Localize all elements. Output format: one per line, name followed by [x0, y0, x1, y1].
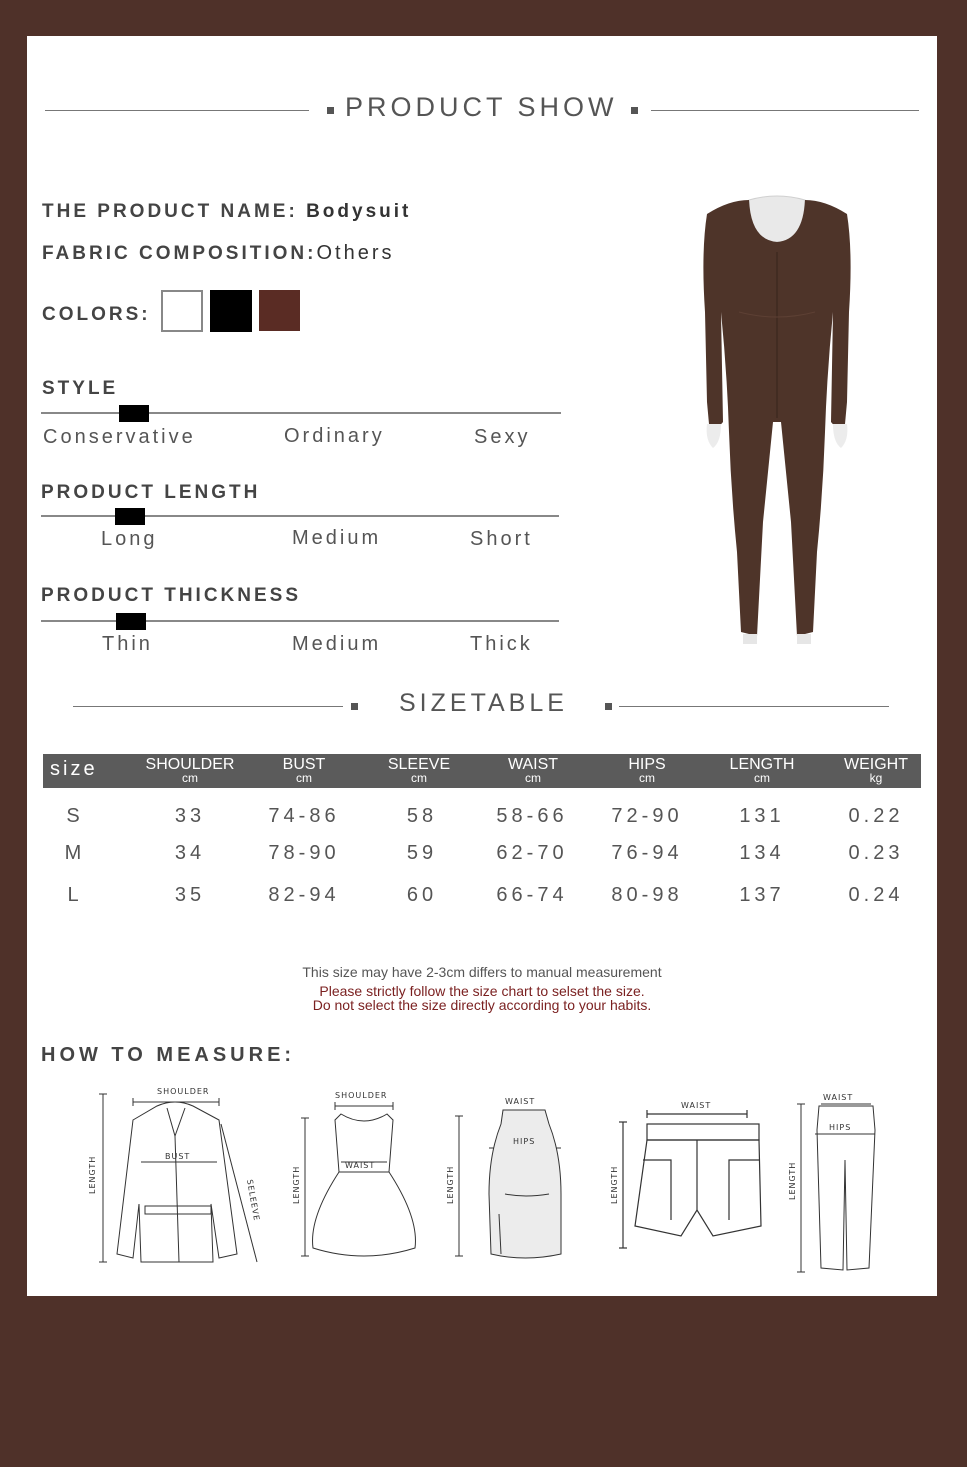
header-rule-right: [651, 110, 919, 111]
size-column-header: size: [50, 758, 98, 780]
product-name-label: THE PRODUCT NAME:: [42, 201, 298, 222]
table-cell: 82-94: [268, 884, 340, 906]
product-name-value: Bodysuit: [306, 201, 412, 222]
style-title: STYLE: [42, 378, 119, 399]
table-cell: 62-70: [496, 842, 568, 864]
table-cell: 0.24: [848, 884, 904, 906]
column-header-length: LENGTH cm: [729, 756, 795, 785]
style-marker[interactable]: [119, 405, 149, 422]
sleeve-caption: SELEEVE: [245, 1178, 262, 1222]
product-show-title: PRODUCT SHOW: [345, 92, 618, 122]
length-title: PRODUCT LENGTH: [41, 482, 261, 503]
table-row-size: L: [67, 884, 79, 906]
product-name-row: [42, 201, 411, 223]
table-cell: 33: [174, 805, 206, 827]
size-table-header: [43, 754, 921, 788]
skirt-waist-caption: WAIST: [505, 1097, 536, 1106]
sizetable-dot-right: [605, 703, 612, 710]
length-caption: LENGTH: [88, 1155, 97, 1194]
column-header-bust: BUST cm: [282, 756, 326, 785]
style-option-ordinary: Ordinary: [284, 425, 385, 447]
skirt-hips-caption: HIPS: [513, 1137, 536, 1146]
column-header-waist: WAIST cm: [507, 756, 559, 785]
sizetable-rule-left: [73, 706, 343, 707]
colors-label: COLORS:: [42, 304, 151, 325]
table-cell: 0.23: [848, 842, 904, 864]
column-header-sleeve: SLEEVE cm: [387, 756, 451, 785]
table-cell: 137: [739, 884, 785, 906]
thickness-option-thin: Thin: [102, 633, 153, 655]
table-cell: 58: [406, 805, 438, 827]
fabric-value: Others: [316, 242, 395, 264]
table-cell: 78-90: [268, 842, 340, 864]
dress-shoulder-caption: SHOULDER: [335, 1091, 388, 1100]
pants-measure-diagram: [788, 1090, 901, 1280]
column-header-hips: HIPS cm: [628, 756, 666, 785]
measurement-note: This size may have 2-3cm differs to manual measurement: [302, 964, 662, 980]
fabric-row: [42, 242, 394, 265]
bodysuit-image: [677, 192, 877, 656]
how-to-measure-title: HOW TO MEASURE:: [41, 1044, 296, 1066]
header-dot-right: [631, 107, 638, 114]
shoulder-caption: SHOULDER: [157, 1087, 210, 1096]
length-option-short: Short: [470, 528, 533, 550]
table-cell: 0.22: [848, 805, 904, 827]
size-warning-1: Please strictly follow the size chart to selset the size.: [319, 983, 645, 999]
table-cell: 80-98: [611, 884, 683, 906]
skirt-length-caption: LENGTH: [446, 1165, 455, 1204]
column-header-shoulder: SHOULDER cm: [145, 756, 235, 785]
table-row-size: M: [64, 842, 82, 864]
dress-length-caption: LENGTH: [292, 1165, 301, 1204]
dress-measure-diagram: [289, 1088, 429, 1268]
pants-waist-caption: WAIST: [823, 1093, 854, 1102]
style-option-sexy: Sexy: [474, 426, 531, 448]
table-cell: 58-66: [496, 805, 568, 827]
thickness-marker[interactable]: [116, 613, 146, 630]
shorts-measure-diagram: [611, 1100, 771, 1260]
color-swatch-brown[interactable]: [259, 290, 300, 331]
table-cell: 60: [406, 884, 438, 906]
length-option-medium: Medium: [292, 527, 382, 549]
pants-hips-caption: HIPS: [829, 1123, 852, 1132]
table-cell: 74-86: [268, 805, 340, 827]
table-cell: 134: [739, 842, 785, 864]
product-sheet: [27, 36, 937, 1296]
table-cell: 35: [174, 884, 206, 906]
shorts-length-caption: LENGTH: [610, 1165, 619, 1204]
pants-length-caption: LENGTH: [788, 1161, 797, 1200]
style-option-conservative: Conservative: [43, 426, 196, 448]
color-swatch-white[interactable]: [161, 290, 203, 332]
column-header-weight: WEIGHT kg: [844, 756, 908, 785]
fabric-label: FABRIC COMPOSITION:: [42, 243, 317, 264]
bust-caption: BUST: [165, 1152, 191, 1161]
length-marker[interactable]: [115, 508, 145, 525]
table-row-size: S: [66, 805, 80, 827]
sizetable-dot-left: [351, 703, 358, 710]
table-cell: 76-94: [611, 842, 683, 864]
sizetable-rule-right: [619, 706, 889, 707]
table-cell: 131: [739, 805, 785, 827]
thickness-option-medium: Medium: [292, 633, 382, 655]
header-dot-left: [327, 107, 334, 114]
sizetable-title: SIZETABLE: [399, 689, 568, 717]
shorts-waist-caption: WAIST: [681, 1101, 712, 1110]
thickness-title: PRODUCT THICKNESS: [41, 585, 302, 606]
length-option-long: Long: [101, 528, 158, 550]
table-cell: 34: [174, 842, 206, 864]
size-warning-2: Do not select the size directly according to your habits.: [312, 997, 652, 1013]
table-cell: 59: [406, 842, 438, 864]
table-cell: 66-74: [496, 884, 568, 906]
jacket-measure-diagram: [87, 1084, 267, 1274]
skirt-measure-diagram: [445, 1094, 575, 1264]
header-rule-left: [45, 110, 309, 111]
thickness-option-thick: Thick: [470, 633, 533, 655]
table-cell: 72-90: [611, 805, 683, 827]
color-swatch-black[interactable]: [210, 290, 252, 332]
dress-waist-caption: WAIST: [345, 1161, 376, 1170]
